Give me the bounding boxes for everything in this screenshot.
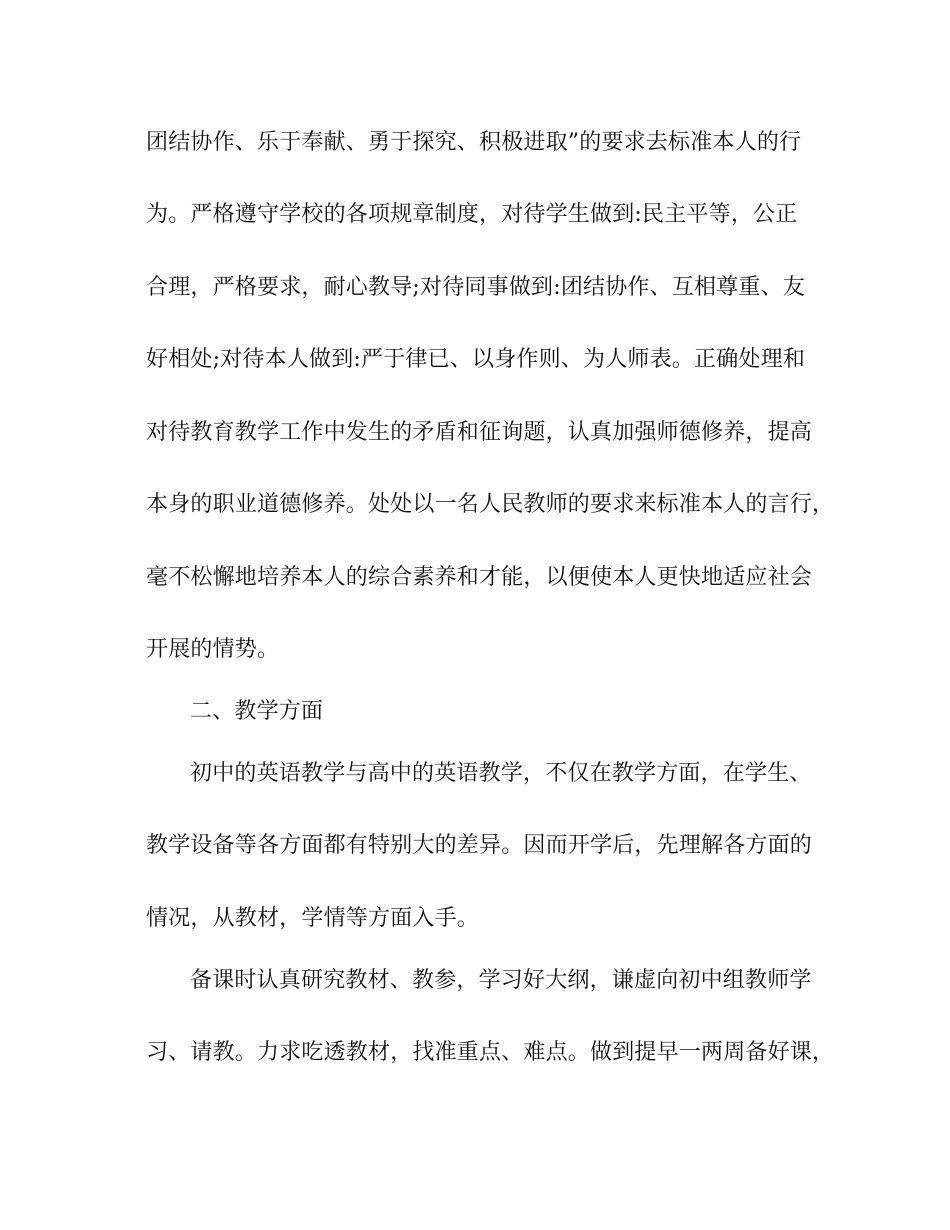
paragraph-line: 团结协作、乐于奉献、勇于探究、积极进取”的要求去标准本人的行 <box>146 130 802 155</box>
paragraph-line: 初中的英语教学与高中的英语教学，不仅在教学方面，在学生、 <box>190 761 812 786</box>
paragraph-line: 开展的情势。 <box>146 637 280 662</box>
paragraph-line: 对待教育教学工作中发生的矛盾和征询题，认真加强师德修养，提高 <box>146 420 813 445</box>
section-heading: 二、教学方面 <box>190 699 324 724</box>
paragraph-line: 习、请教。力求吃透教材，找准重点、难点。做到提早一两周备好课， <box>146 1040 835 1065</box>
paragraph-line: 教学设备等各方面都有特别大的差异。因而开学后，先理解各方面的 <box>146 833 813 858</box>
paragraph-line: 备课时认真研究教材、教参，学习好大纲，谦虚向初中组教师学 <box>190 968 812 993</box>
paragraph-line: 合理，严格要求，耐心教导;对待同事做到:团结协作、互相尊重、友 <box>146 275 806 300</box>
paragraph-line: 情况，从教材，学情等方面入手。 <box>146 906 480 931</box>
paragraph-line: 为。严格遵守学校的各项规章制度，对待学生做到:民主平等，公正 <box>146 202 798 227</box>
paragraph-line: 好相处;对待本人做到:严于律已、以身作则、为人师表。正确处理和 <box>146 347 806 372</box>
paragraph-line: 毫不松懈地培养本人的综合素养和才能，以便使本人更快地适应社会 <box>146 565 813 590</box>
paragraph-line: 本身的职业道德修养。处处以一名人民教师的要求来标准本人的言行， <box>146 492 835 517</box>
